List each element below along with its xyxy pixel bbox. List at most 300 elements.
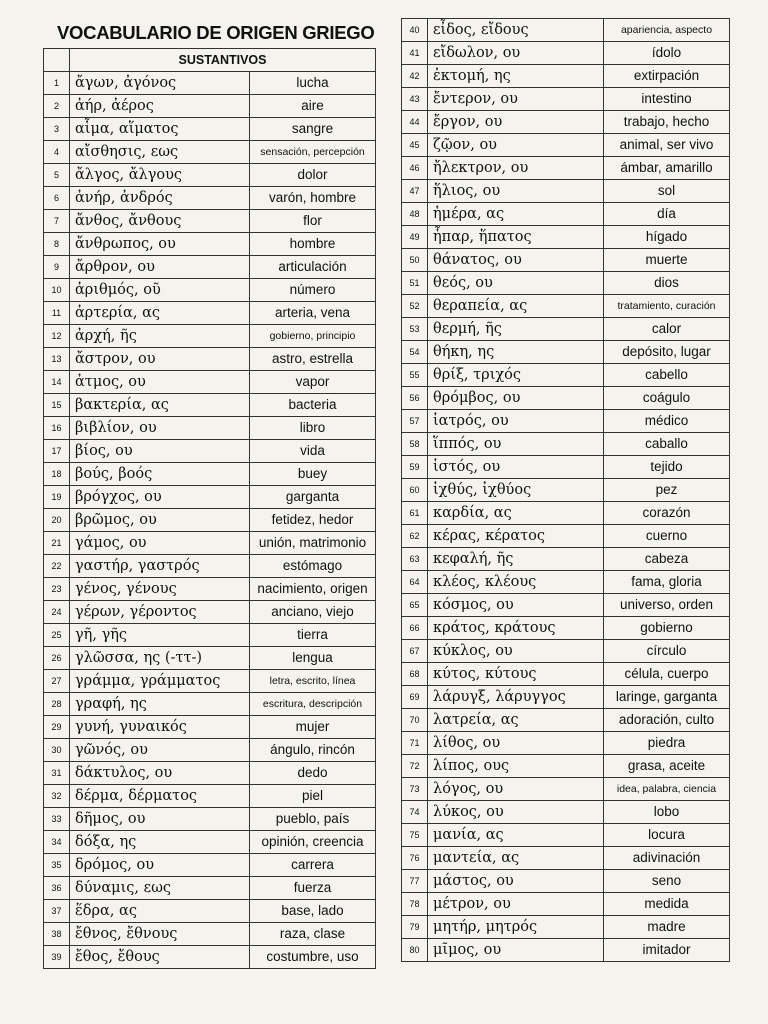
table-row [44, 877, 376, 900]
greek-word: γλῶσσα, ης (-ττ-) [70, 647, 250, 670]
entry-number: 10 [44, 279, 70, 302]
table-row [402, 249, 730, 272]
entry-number: 26 [44, 647, 70, 670]
spanish-meaning: sensación, percepción [250, 141, 376, 164]
greek-word: εἶδος, εἴδους [428, 19, 604, 42]
spanish-meaning: tierra [250, 624, 376, 647]
greek-word: αἴσθησις, εως [70, 141, 250, 164]
spanish-meaning: día [604, 203, 730, 226]
entry-number: 80 [402, 939, 428, 962]
page-title: VOCABULARIO DE ORIGEN GRIEGO [57, 22, 375, 43]
table-row [44, 578, 376, 601]
greek-word: ἔντερον, ου [428, 88, 604, 111]
spanish-meaning: articulación [250, 256, 376, 279]
table-row [402, 295, 730, 318]
entry-number: 27 [44, 670, 70, 693]
spanish-meaning: médico [604, 410, 730, 433]
table-row [402, 893, 730, 916]
spanish-meaning: gobierno, principio [250, 325, 376, 348]
spanish-meaning: ángulo, rincón [250, 739, 376, 762]
table-row [44, 302, 376, 325]
spanish-meaning: adoración, culto [604, 709, 730, 732]
table-row [402, 364, 730, 387]
table-row [44, 670, 376, 693]
entry-number: 23 [44, 578, 70, 601]
greek-word: καρδία, ας [428, 502, 604, 525]
entry-number: 37 [44, 900, 70, 923]
table-row [44, 808, 376, 831]
greek-word: γαστήρ, γαστρός [70, 555, 250, 578]
spanish-meaning: muerte [604, 249, 730, 272]
greek-word: ἰατρός, ου [428, 410, 604, 433]
entry-number: 28 [44, 693, 70, 716]
spanish-meaning: lobo [604, 801, 730, 824]
greek-word: βρόγχος, ου [70, 486, 250, 509]
spanish-meaning: carrera [250, 854, 376, 877]
spanish-meaning: opinión, creencia [250, 831, 376, 854]
table-row [402, 594, 730, 617]
table-row [402, 157, 730, 180]
entry-number: 15 [44, 394, 70, 417]
entry-number: 35 [44, 854, 70, 877]
spanish-meaning: astro, estrella [250, 348, 376, 371]
greek-word: δάκτυλος, ου [70, 762, 250, 785]
greek-word: ἀήρ, ἀέρος [70, 95, 250, 118]
table-row [44, 325, 376, 348]
table-row [44, 647, 376, 670]
table-row [44, 210, 376, 233]
entry-number: 70 [402, 709, 428, 732]
greek-word: δρόμος, ου [70, 854, 250, 877]
entry-number: 68 [402, 663, 428, 686]
spanish-meaning: lengua [250, 647, 376, 670]
spanish-meaning: estómago [250, 555, 376, 578]
greek-word: ἱστός, ου [428, 456, 604, 479]
spanish-meaning: dedo [250, 762, 376, 785]
greek-word: γάμος, ου [70, 532, 250, 555]
table-row [402, 226, 730, 249]
entry-number: 50 [402, 249, 428, 272]
table-row [402, 617, 730, 640]
spanish-meaning: base, lado [250, 900, 376, 923]
spanish-meaning: tratamiento, curación [604, 295, 730, 318]
spanish-meaning: coágulo [604, 387, 730, 410]
entry-number: 71 [402, 732, 428, 755]
entry-number: 20 [44, 509, 70, 532]
table-row [44, 371, 376, 394]
spanish-meaning: lucha [250, 72, 376, 95]
greek-word: γῶνός, ου [70, 739, 250, 762]
spanish-meaning: fetidez, hedor [250, 509, 376, 532]
table-row [44, 624, 376, 647]
spanish-meaning: círculo [604, 640, 730, 663]
spanish-meaning: unión, matrimonio [250, 532, 376, 555]
greek-word: ἄγων, ἀγόνος [70, 72, 250, 95]
spanish-meaning: adivinación [604, 847, 730, 870]
greek-word: ζῷον, ου [428, 134, 604, 157]
entry-number: 24 [44, 601, 70, 624]
spanish-meaning: calor [604, 318, 730, 341]
table-row [44, 463, 376, 486]
table-row [402, 847, 730, 870]
greek-word: θεός, ου [428, 272, 604, 295]
greek-word: ἄρθρον, ου [70, 256, 250, 279]
spanish-meaning: idea, palabra, ciencia [604, 778, 730, 801]
entry-number: 41 [402, 42, 428, 65]
greek-word: δέρμα, δέρματος [70, 785, 250, 808]
spanish-meaning: escritura, descripción [250, 693, 376, 716]
spanish-meaning: madre [604, 916, 730, 939]
table-row [402, 755, 730, 778]
spanish-meaning: sol [604, 180, 730, 203]
greek-word: θερμή, ῆς [428, 318, 604, 341]
entry-number: 16 [44, 417, 70, 440]
entry-number: 66 [402, 617, 428, 640]
greek-word: λύκος, ου [428, 801, 604, 824]
spanish-meaning: garganta [250, 486, 376, 509]
entry-number: 22 [44, 555, 70, 578]
greek-word: ἕδρα, ας [70, 900, 250, 923]
table-row [44, 72, 376, 95]
header-blank-cell [44, 49, 70, 72]
greek-word: βακτερία, ας [70, 394, 250, 417]
entry-number: 69 [402, 686, 428, 709]
spanish-meaning: dolor [250, 164, 376, 187]
table-row [44, 923, 376, 946]
entry-number: 31 [44, 762, 70, 785]
table-row [402, 571, 730, 594]
spanish-meaning: vida [250, 440, 376, 463]
entry-number: 38 [44, 923, 70, 946]
spanish-meaning: laringe, garganta [604, 686, 730, 709]
greek-word: ἧπαρ, ἥπατος [428, 226, 604, 249]
entry-number: 52 [402, 295, 428, 318]
table-row [44, 141, 376, 164]
greek-word: κόσμος, ου [428, 594, 604, 617]
table-row [402, 272, 730, 295]
entry-number: 7 [44, 210, 70, 233]
greek-word: μέτρον, ου [428, 893, 604, 916]
spanish-meaning: cabeza [604, 548, 730, 571]
spanish-meaning: extirpación [604, 65, 730, 88]
spanish-meaning: buey [250, 463, 376, 486]
entry-number: 39 [44, 946, 70, 969]
table-row [402, 640, 730, 663]
table-row [44, 532, 376, 555]
greek-word: γραφή, ης [70, 693, 250, 716]
spanish-meaning: intestino [604, 88, 730, 111]
entry-number: 9 [44, 256, 70, 279]
greek-word: κεφαλή, ῆς [428, 548, 604, 571]
table-row [44, 601, 376, 624]
spanish-meaning: fama, gloria [604, 571, 730, 594]
spanish-meaning: imitador [604, 939, 730, 962]
table-row [402, 88, 730, 111]
entry-number: 4 [44, 141, 70, 164]
entry-number: 6 [44, 187, 70, 210]
table-row [402, 42, 730, 65]
entry-number: 79 [402, 916, 428, 939]
greek-word: δόξα, ης [70, 831, 250, 854]
section-header-row [44, 49, 376, 72]
spanish-meaning: hígado [604, 226, 730, 249]
greek-word: κύτος, κύτους [428, 663, 604, 686]
table-row [402, 939, 730, 962]
entry-number: 13 [44, 348, 70, 371]
entry-number: 59 [402, 456, 428, 479]
entry-number: 74 [402, 801, 428, 824]
spanish-meaning: nacimiento, origen [250, 578, 376, 601]
greek-word: μανία, ας [428, 824, 604, 847]
greek-word: μαντεία, ας [428, 847, 604, 870]
spanish-meaning: ámbar, amarillo [604, 157, 730, 180]
table-row [44, 440, 376, 463]
table-row [402, 778, 730, 801]
entry-number: 47 [402, 180, 428, 203]
greek-word: ἤλεκτρον, ου [428, 157, 604, 180]
entry-number: 29 [44, 716, 70, 739]
spanish-meaning: universo, orden [604, 594, 730, 617]
spanish-meaning: pueblo, país [250, 808, 376, 831]
greek-word: μάστος, ου [428, 870, 604, 893]
entry-number: 14 [44, 371, 70, 394]
spanish-meaning: anciano, viejo [250, 601, 376, 624]
spanish-meaning: arteria, vena [250, 302, 376, 325]
greek-word: ἀνήρ, ἀνδρός [70, 187, 250, 210]
spanish-meaning: libro [250, 417, 376, 440]
greek-word: ἔθος, ἔθους [70, 946, 250, 969]
greek-word: κύκλος, ου [428, 640, 604, 663]
greek-word: δύναμις, εως [70, 877, 250, 900]
table-row [44, 164, 376, 187]
table-row [402, 709, 730, 732]
spanish-meaning: tejido [604, 456, 730, 479]
table-row [402, 502, 730, 525]
spanish-meaning: bacteria [250, 394, 376, 417]
table-row [402, 65, 730, 88]
greek-word: ἰχθύς, ἰχθύος [428, 479, 604, 502]
table-row [44, 394, 376, 417]
entry-number: 73 [402, 778, 428, 801]
entry-number: 65 [402, 594, 428, 617]
greek-word: λίθος, ου [428, 732, 604, 755]
spanish-meaning: raza, clase [250, 923, 376, 946]
table-row [402, 387, 730, 410]
greek-word: θεραπεία, ας [428, 295, 604, 318]
vocabulary-table-left [43, 48, 376, 969]
table-row [44, 486, 376, 509]
greek-word: ἥλιος, ου [428, 180, 604, 203]
greek-word: ἵππός, ου [428, 433, 604, 456]
greek-word: ἀριθμός, οῦ [70, 279, 250, 302]
greek-word: λατρεία, ας [428, 709, 604, 732]
spanish-meaning: letra, escrito, línea [250, 670, 376, 693]
spanish-meaning: piel [250, 785, 376, 808]
table-row [44, 417, 376, 440]
greek-word: βίος, ου [70, 440, 250, 463]
table-row [402, 456, 730, 479]
entry-number: 45 [402, 134, 428, 157]
greek-word: θρόμβος, ου [428, 387, 604, 410]
entry-number: 51 [402, 272, 428, 295]
spanish-meaning: gobierno [604, 617, 730, 640]
table-row [44, 348, 376, 371]
table-row [44, 233, 376, 256]
table-row [44, 187, 376, 210]
entry-number: 53 [402, 318, 428, 341]
greek-word: ἔργον, ου [428, 111, 604, 134]
table-row [44, 762, 376, 785]
greek-word: λάρυγξ, λάρυγγος [428, 686, 604, 709]
spanish-meaning: locura [604, 824, 730, 847]
greek-word: γῆ, γῆς [70, 624, 250, 647]
entry-number: 33 [44, 808, 70, 831]
greek-word: ἔθνος, ἔθνους [70, 923, 250, 946]
spanish-meaning: fuerza [250, 877, 376, 900]
entry-number: 46 [402, 157, 428, 180]
greek-word: δῆμος, ου [70, 808, 250, 831]
spanish-meaning: depósito, lugar [604, 341, 730, 364]
greek-word: ἀρτερία, ας [70, 302, 250, 325]
entry-number: 61 [402, 502, 428, 525]
table-row [44, 831, 376, 854]
spanish-meaning: varón, hombre [250, 187, 376, 210]
entry-number: 43 [402, 88, 428, 111]
table-row [402, 916, 730, 939]
spanish-meaning: hombre [250, 233, 376, 256]
greek-word: βούς, βοός [70, 463, 250, 486]
greek-word: θήκη, ης [428, 341, 604, 364]
greek-word: κράτος, κράτους [428, 617, 604, 640]
table-row [402, 801, 730, 824]
table-row [44, 95, 376, 118]
spanish-meaning: caballo [604, 433, 730, 456]
entry-number: 34 [44, 831, 70, 854]
spanish-meaning: mujer [250, 716, 376, 739]
spanish-meaning: costumbre, uso [250, 946, 376, 969]
table-row [44, 118, 376, 141]
entry-number: 60 [402, 479, 428, 502]
spanish-meaning: animal, ser vivo [604, 134, 730, 157]
table-row [44, 785, 376, 808]
greek-word: βρῶμος, ου [70, 509, 250, 532]
spanish-meaning: ídolo [604, 42, 730, 65]
entry-number: 72 [402, 755, 428, 778]
entry-number: 58 [402, 433, 428, 456]
entry-number: 67 [402, 640, 428, 663]
table-row [44, 509, 376, 532]
table-row [44, 256, 376, 279]
spanish-meaning: grasa, aceite [604, 755, 730, 778]
spanish-meaning: seno [604, 870, 730, 893]
entry-number: 8 [44, 233, 70, 256]
table-row [402, 111, 730, 134]
entry-number: 63 [402, 548, 428, 571]
entry-number: 44 [402, 111, 428, 134]
greek-word: ἀρχή, ῆς [70, 325, 250, 348]
greek-word: αἷμα, αἵματος [70, 118, 250, 141]
entry-number: 2 [44, 95, 70, 118]
table-row [44, 900, 376, 923]
spanish-meaning: medida [604, 893, 730, 916]
entry-number: 32 [44, 785, 70, 808]
table-row [402, 663, 730, 686]
greek-word: θάνατος, ου [428, 249, 604, 272]
greek-word: μῖμος, ου [428, 939, 604, 962]
vocabulary-table-right [401, 18, 730, 962]
entry-number: 77 [402, 870, 428, 893]
spanish-meaning: cuerno [604, 525, 730, 548]
entry-number: 1 [44, 72, 70, 95]
table-row [44, 946, 376, 969]
entry-number: 54 [402, 341, 428, 364]
entry-number: 64 [402, 571, 428, 594]
table-row [402, 410, 730, 433]
greek-word: ἐκτομή, ης [428, 65, 604, 88]
table-row [402, 479, 730, 502]
table-row [44, 693, 376, 716]
entry-number: 3 [44, 118, 70, 141]
greek-word: εἴδωλον, ου [428, 42, 604, 65]
entry-number: 36 [44, 877, 70, 900]
entry-number: 55 [402, 364, 428, 387]
table-row [402, 433, 730, 456]
greek-word: βιβλίον, ου [70, 417, 250, 440]
greek-word: ἄλγος, ἄλγους [70, 164, 250, 187]
spanish-meaning: flor [250, 210, 376, 233]
section-header: SUSTANTIVOS [70, 49, 376, 72]
greek-word: ἀτμος, ου [70, 371, 250, 394]
spanish-meaning: cabello [604, 364, 730, 387]
table-row [44, 279, 376, 302]
spanish-meaning: dios [604, 272, 730, 295]
greek-word: μητήρ, μητρός [428, 916, 604, 939]
table-row [44, 555, 376, 578]
entry-number: 42 [402, 65, 428, 88]
entry-number: 21 [44, 532, 70, 555]
greek-word: γέρων, γέροντος [70, 601, 250, 624]
table-row [402, 870, 730, 893]
entry-number: 56 [402, 387, 428, 410]
greek-word: λίπος, ους [428, 755, 604, 778]
entry-number: 18 [44, 463, 70, 486]
spanish-meaning: trabajo, hecho [604, 111, 730, 134]
spanish-meaning: apariencia, aspecto [604, 19, 730, 42]
spanish-meaning: célula, cuerpo [604, 663, 730, 686]
entry-number: 76 [402, 847, 428, 870]
table-row [402, 134, 730, 157]
entry-number: 49 [402, 226, 428, 249]
entry-number: 19 [44, 486, 70, 509]
greek-word: κλέος, κλέους [428, 571, 604, 594]
entry-number: 62 [402, 525, 428, 548]
table-row [402, 732, 730, 755]
table-row [402, 525, 730, 548]
table-row [402, 548, 730, 571]
entry-number: 75 [402, 824, 428, 847]
spanish-meaning: número [250, 279, 376, 302]
spanish-meaning: vapor [250, 371, 376, 394]
table-row [402, 318, 730, 341]
entry-number: 48 [402, 203, 428, 226]
greek-word: ἡμέρα, ας [428, 203, 604, 226]
entry-number: 78 [402, 893, 428, 916]
greek-word: κέρας, κέρατος [428, 525, 604, 548]
table-row [402, 824, 730, 847]
greek-word: ἄστρον, ου [70, 348, 250, 371]
table-row [44, 739, 376, 762]
entry-number: 40 [402, 19, 428, 42]
